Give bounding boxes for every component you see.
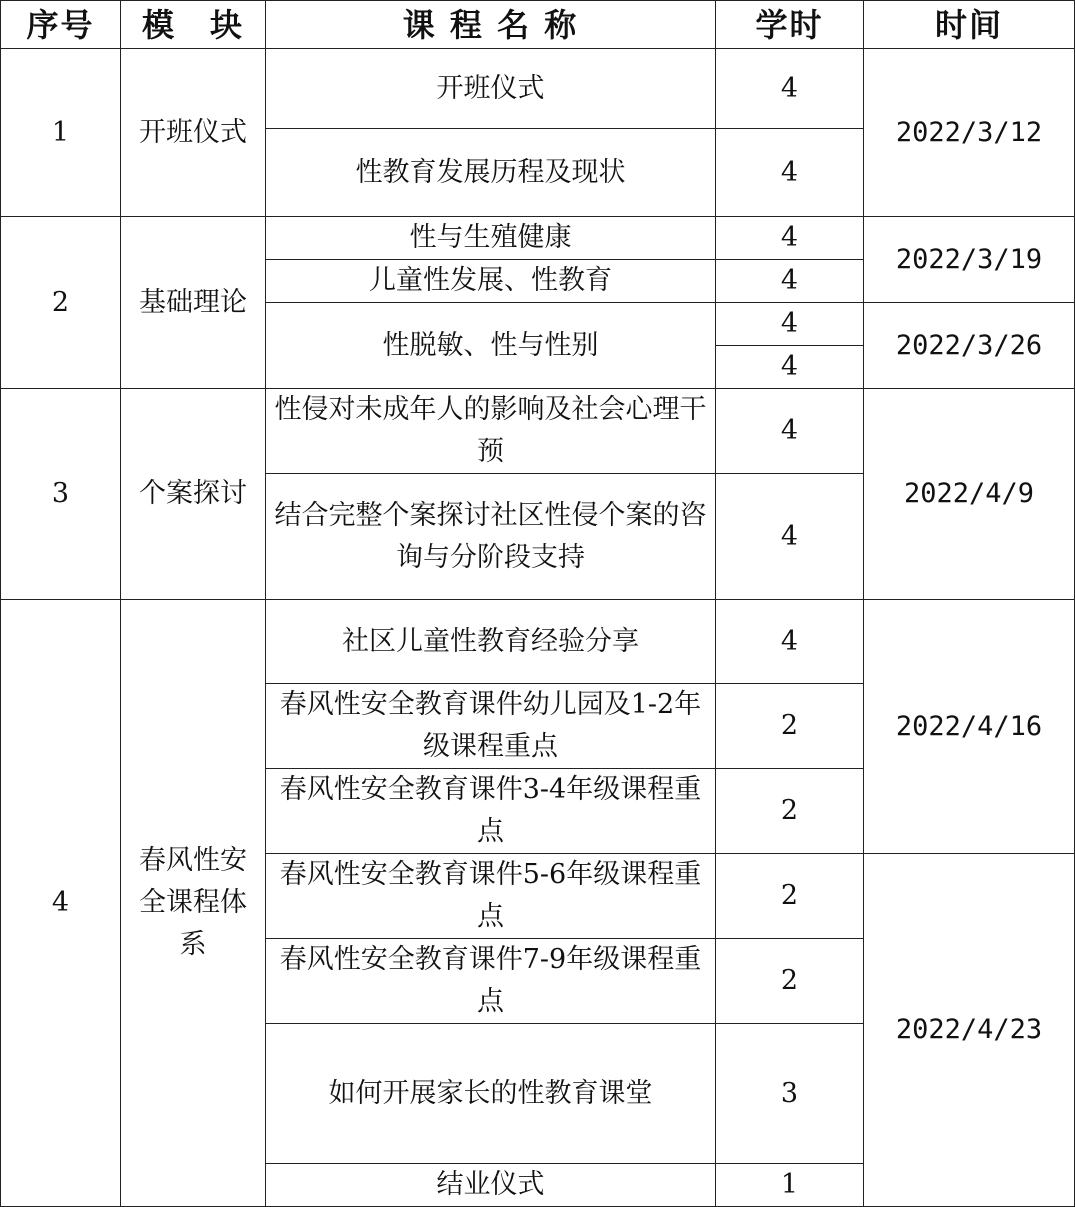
- course-name: 结合完整个案探讨社区性侵个案的咨询与分阶段支持: [266, 474, 716, 600]
- course-name: 性与生殖健康: [266, 217, 716, 260]
- course-hours: 4: [716, 474, 864, 600]
- module-number: 3: [1, 389, 121, 600]
- module-number: 4: [1, 600, 121, 1207]
- course-hours: 1: [716, 1164, 864, 1207]
- table-row: [1, 217, 1075, 260]
- module-name: 基础理论: [121, 217, 266, 389]
- course-name: 春风性安全教育课件7-9年级课程重点: [266, 939, 716, 1024]
- header-module: 模 块: [121, 1, 266, 49]
- header-course: 课 程 名 称: [266, 1, 716, 49]
- course-hours: 2: [716, 854, 864, 939]
- header-no: 序号: [1, 1, 121, 49]
- module-name: 春风性安全课程体系: [121, 600, 266, 1207]
- course-date: 2022/3/19: [864, 217, 1075, 303]
- table-row: [1, 389, 1075, 474]
- course-name: 春风性安全教育课件幼儿园及1-2年级课程重点: [266, 684, 716, 769]
- course-hours: 4: [716, 346, 864, 389]
- course-name: 社区儿童性教育经验分享: [266, 600, 716, 684]
- header-row: [1, 1, 1075, 49]
- course-hours: 4: [716, 303, 864, 346]
- course-hours: 4: [716, 260, 864, 303]
- course-name: 性侵对未成年人的影响及社会心理干预: [266, 389, 716, 474]
- course-name: 儿童性发展、性教育: [266, 260, 716, 303]
- course-hours: 2: [716, 769, 864, 854]
- course-hours: 4: [716, 389, 864, 474]
- table-row: [1, 49, 1075, 129]
- module-name: 个案探讨: [121, 389, 266, 600]
- course-hours: 4: [716, 600, 864, 684]
- course-hours: 3: [716, 1024, 864, 1164]
- course-date: 2022/3/12: [864, 49, 1075, 217]
- course-date: 2022/4/16: [864, 600, 1075, 854]
- course-date: 2022/3/26: [864, 303, 1075, 389]
- header-time: 时间: [864, 1, 1075, 49]
- course-hours: 2: [716, 684, 864, 769]
- course-name: 春风性安全教育课件3-4年级课程重点: [266, 769, 716, 854]
- course-hours: 4: [716, 217, 864, 260]
- course-name: 开班仪式: [266, 49, 716, 129]
- course-name: 结业仪式: [266, 1164, 716, 1207]
- course-date: 2022/4/9: [864, 389, 1075, 600]
- course-name: 如何开展家长的性教育课堂: [266, 1024, 716, 1164]
- course-hours: 2: [716, 939, 864, 1024]
- table-row: [1, 600, 1075, 684]
- header-hours: 学时: [716, 1, 864, 49]
- course-date: 2022/4/23: [864, 854, 1075, 1207]
- course-name: 春风性安全教育课件5-6年级课程重点: [266, 854, 716, 939]
- course-name: 性脱敏、性与性别: [266, 303, 716, 389]
- course-name: 性教育发展历程及现状: [266, 129, 716, 217]
- module-name: 开班仪式: [121, 49, 266, 217]
- module-number: 2: [1, 217, 121, 389]
- course-hours: 4: [716, 129, 864, 217]
- module-number: 1: [1, 49, 121, 217]
- course-hours: 4: [716, 49, 864, 129]
